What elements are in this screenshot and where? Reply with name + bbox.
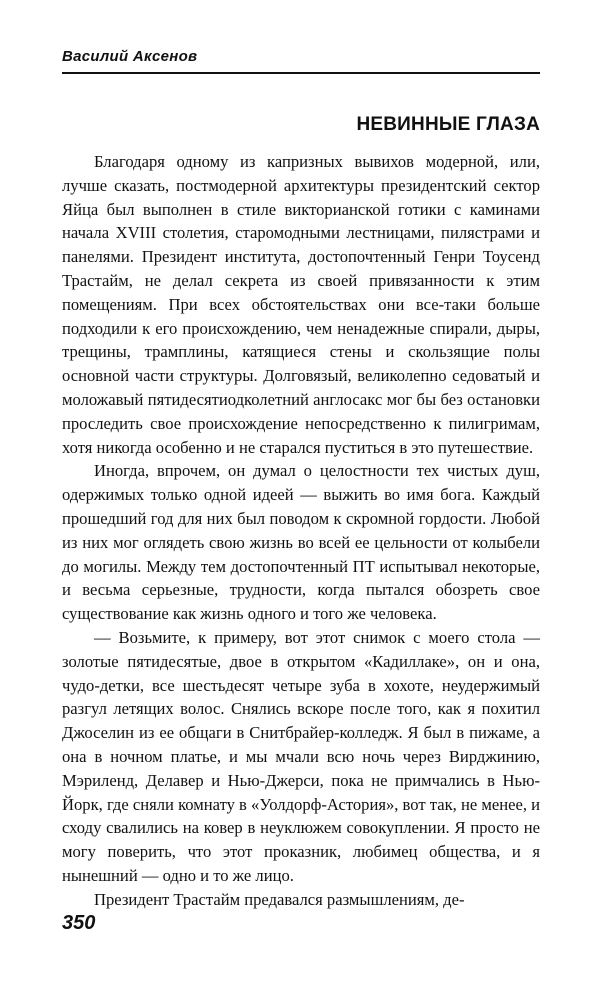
paragraph-4: Президент Трастайм предавался размышлениям, де- — [94, 889, 465, 909]
running-head-author: Василий Аксенов — [62, 48, 198, 65]
body-text — [62, 150, 540, 912]
chapter-title: НЕВИННЫЕ ГЛАЗА — [356, 114, 540, 135]
header-rule — [62, 72, 540, 74]
paragraph-2: Иногда, впрочем, он думал о целостности тех чистых душ, одержимых только одной идеей — выжить во имя бога. Каждый прошедший год для них был поводом к скромной гордости. Любой из них мог оглядеть свою жизнь во всей ее цельности от колыбели до могилы. Между тем достопочтенный ПТ испытывал некоторые, и весьма серьезные, трудности, когда пытался обозреть свое существование как жизнь одного и того же человека. — [62, 461, 540, 624]
page-number: 350 — [62, 912, 96, 934]
paragraph-3: — Возьмите, к примеру, вот этот снимок с моего стола — золотые пятидесятые, двое в открытом «Кадиллаке», он и она, чудо-детки, все шестьдесят четыре зуба в хохоте, неудержимый разгул летящих волос. Снялись вскоре после того, как я похитил Джоселин из ее общаги в Снитбрайер-колледж. Я был в пижаме, а она в ночном платье, и мы мчали всю ночь через Вирджинию, Мэриленд, Делавер и Нью-Джерси, пока не примчались в Нью-Йорк, где сняли комнату в «Уолдорф-Астория», вот так, не менее, и сходу свалились на ковер в неуклюжем совокуплении. Я просто не могу поверить, что этот проказник, любимец общества, и я нынешний — одно и то же лицо. — [62, 627, 540, 885]
paragraph-1: Благодаря одному из капризных вывихов модерной, или, лучше сказать, постмодерной архитектуры президентский сектор Яйца был выполнен в стиле викторианской готики с каминами начала XVIII столетия, старомодными лестницами, пилястрами и панелями. Президент института, достопочтенный Генри Тоусенд Трастайм, не делал секрета из своей привязанности к этим помещениям. При всех обстоятельствах они все-таки больше подходили к его происхождению, чем ненадежные спирали, дыры, трещины, трамплины, катящиеся стены и скользящие полы основной части структуры. Долговязый, великолепно седоватый и моложавый пятидесятиодколетний англосакс мог бы без остановки проследить свое происхождение непосредственно к пилигримам, хотя никогда особенно и не старался пуститься в это путешествие. — [62, 152, 540, 457]
